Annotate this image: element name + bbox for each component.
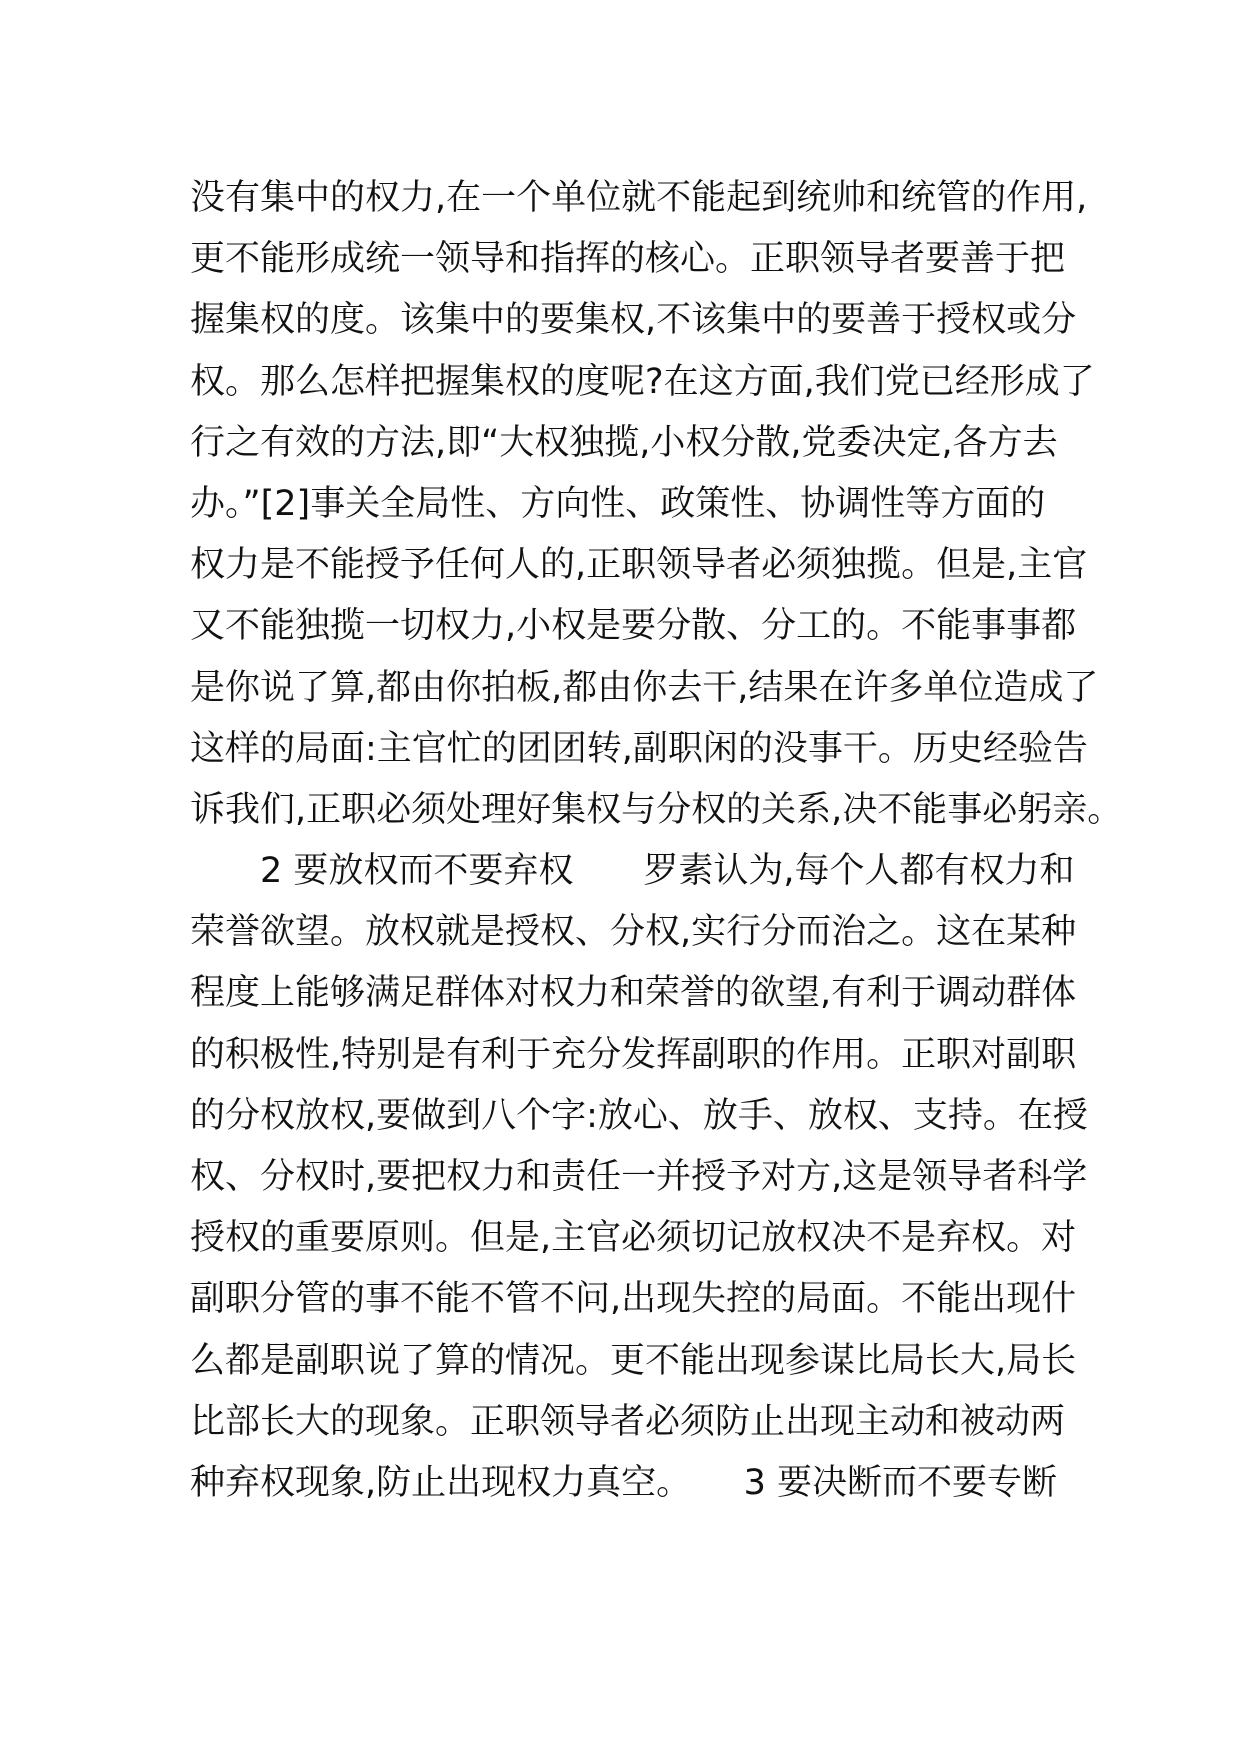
text-line: 程度上能够满足群体对权力和荣誉的欲望,有利于调动群体 <box>190 973 1077 1014</box>
text-line: 办。”[2]事关全局性、方向性、政策性、协调性等方面的 <box>190 483 1046 524</box>
text-line: 是你说了算,都由你拍板,都由你去干,结果在许多单位造成了 <box>190 667 1099 708</box>
text-line: 荣誉欲望。放权就是授权、分权,实行分而治之。这在某种 <box>190 912 1077 953</box>
text-line: 诉我们,正职必须处理好集权与分权的关系,决不能事必躬亲。 <box>190 789 1123 830</box>
section-heading-line: 种弃权现象,防止出现权力真空。 3 要决断而不要专断 <box>190 1462 1058 1503</box>
text-line: 比部长大的现象。正职领导者必须防止出现主动和被动两 <box>190 1401 1066 1442</box>
text-line: 么都是副职说了算的情况。更不能出现参谋比局长大,局长 <box>190 1340 1077 1381</box>
text-line: 副职分管的事不能不管不问,出现失控的局面。不能出现什 <box>190 1279 1077 1320</box>
text-line: 又不能独揽一切权力,小权是要分散、分工的。不能事事都 <box>190 606 1077 647</box>
text-line: 权。那么怎样把握集权的度呢?在这方面,我们党已经形成了 <box>190 361 1095 402</box>
text-line: 权、分权时,要把权力和责任一并授予对方,这是领导者科学 <box>190 1157 1088 1197</box>
text-line: 这样的局面:主官忙的团团转,副职闲的没事干。历史经验告 <box>190 728 1088 769</box>
section-heading-line: 2 要放权而不要弃权 罗素认为,每个人都有权力和 <box>190 851 1075 892</box>
text-line: 握集权的度。该集中的要集权,不该集中的要善于授权或分 <box>190 300 1077 341</box>
text-line: 的分权放权,要做到八个字:放心、放手、放权、支持。在授 <box>190 1095 1088 1136</box>
text-line: 的积极性,特别是有利于充分发挥副职的作用。正职对副职 <box>190 1034 1077 1075</box>
text-line: 没有集中的权力,在一个单位就不能起到统帅和统管的作用, <box>190 178 1088 218</box>
text-line: 授权的重要原则。但是,主官必须切记放权决不是弃权。对 <box>190 1218 1077 1259</box>
text-line: 权力是不能授予任何人的,正职领导者必须独揽。但是,主官 <box>190 545 1088 586</box>
text-line: 更不能形成统一领导和指挥的核心。正职领导者要善于把 <box>190 239 1066 280</box>
text-line: 行之有效的方法,即“大权独揽,小权分散,党委决定,各方去 <box>190 422 1058 463</box>
body-text <box>190 168 1123 1514</box>
